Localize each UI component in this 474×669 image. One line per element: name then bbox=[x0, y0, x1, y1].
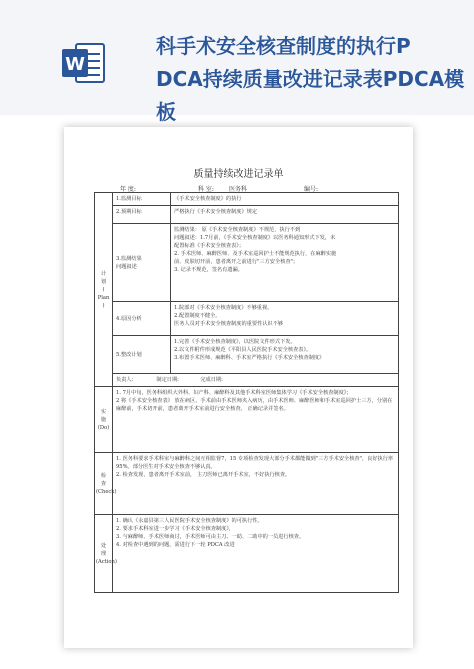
page-title: 科手术安全核查制度的执行P DCA持续质量改进记录表PDCA模板 bbox=[156, 34, 465, 124]
problem-label: 3.监测结果 问题叙述 bbox=[113, 224, 171, 302]
monitor-value: 《手术安全核查制度》的执行 bbox=[171, 193, 399, 206]
expected-label: 2.预期目标 bbox=[113, 206, 171, 224]
problem-value: 监测结果： 原《手术安全核查制度》不规范，执行不到 问题叙述：1.7月前，《手术安全核查制度》以医务科通知形式下发，未 配置标准《手术安全核查表》； 2. 手术医师、麻醉医师、及手术室巡回护士不能规范执行，在麻醉实施 前、皮肤切开前，患者离开之前进行"三方安全核查"； 3. 记录不规范，签名有遗漏。 bbox=[171, 224, 399, 302]
year-label: 年 度: bbox=[120, 186, 136, 193]
cause-value: 1.院部对《手术安全核查制度》不够重视。 2.配置制度不健全。 医务人员对手术安全核查制度的重要性认识不够 bbox=[171, 302, 399, 336]
banner bbox=[0, 0, 474, 124]
do-value: 1. 7月中旬，医务科组织大外科、妇产科、麻醉科及其他手术科室医师集体学习《手术安全核查制度》； 2 将《手术安全核查表》 放在病区，手术前由手术医师夹入病历，由手术医师、麻醉医师和手术室巡回护士三方，分别在麻醉前，手术切开前，患者离开手术室前进行安全核查， 正确记录并签名。 bbox=[113, 387, 399, 453]
document-page bbox=[64, 127, 413, 648]
responsible-row: 负责人: 制定日期: 完成日期: bbox=[113, 374, 399, 387]
act-phase-label: 处 理 (Action) bbox=[95, 515, 113, 593]
plan-phase-label: 计 划 ( Plan ) bbox=[95, 193, 113, 387]
word-icon bbox=[62, 40, 106, 86]
check-phase-label: 检 查 (Check) bbox=[95, 453, 113, 515]
number-label: 编号: bbox=[304, 186, 319, 193]
expected-value: 严格执行《手术安全核查制度》规定 bbox=[171, 206, 399, 224]
form-title: 质量持续改进记录单 bbox=[193, 169, 284, 180]
dept-label: 科 室: bbox=[198, 186, 214, 193]
plan-value: 1.完善《手术安全核查制度》，以医院文件形式下发。 2.以文件附件形成规范《平阳县人民医院手术安全核查表》。 3.布置手术医师、麻醉科、手术室严格执行《手术安全核查制度》 bbox=[171, 336, 399, 374]
do-phase-label: 实 施 (Do) bbox=[95, 387, 113, 453]
check-value: 1. 医务科要求手术科室与麻醉科之间互相监督7，15 专项检查发现大部分手术都能做到"三方手术安全核查"，良好执行率95%。部分医生对手术安全核查不够认真。 2. 检查发现，患者离开手术室前， 主刀医师已离开手术室，不好执行核查。 bbox=[113, 453, 399, 515]
svg-text:W: W bbox=[65, 54, 85, 75]
plan-label: 5.整改计划 bbox=[113, 336, 171, 374]
dept-value: 医务科 bbox=[229, 186, 248, 193]
monitor-label: 1.监测目标 bbox=[113, 193, 171, 206]
act-value: 1. 确认《永嘉县第三人民医院手术安全核查制度》的可执行性。 2. 要求手术科室进一步学习《手术安全核查制度》， 3. 与麻醉师、手术医师商讨，手术医师可由主刀、一助、二助中的一员进行核查。 4. 对检查中遇到的问题，需进行下一轮 PDCA 改进 bbox=[113, 515, 399, 593]
pdca-table bbox=[94, 192, 399, 593]
cause-label: 4.原因分析 bbox=[113, 302, 171, 336]
